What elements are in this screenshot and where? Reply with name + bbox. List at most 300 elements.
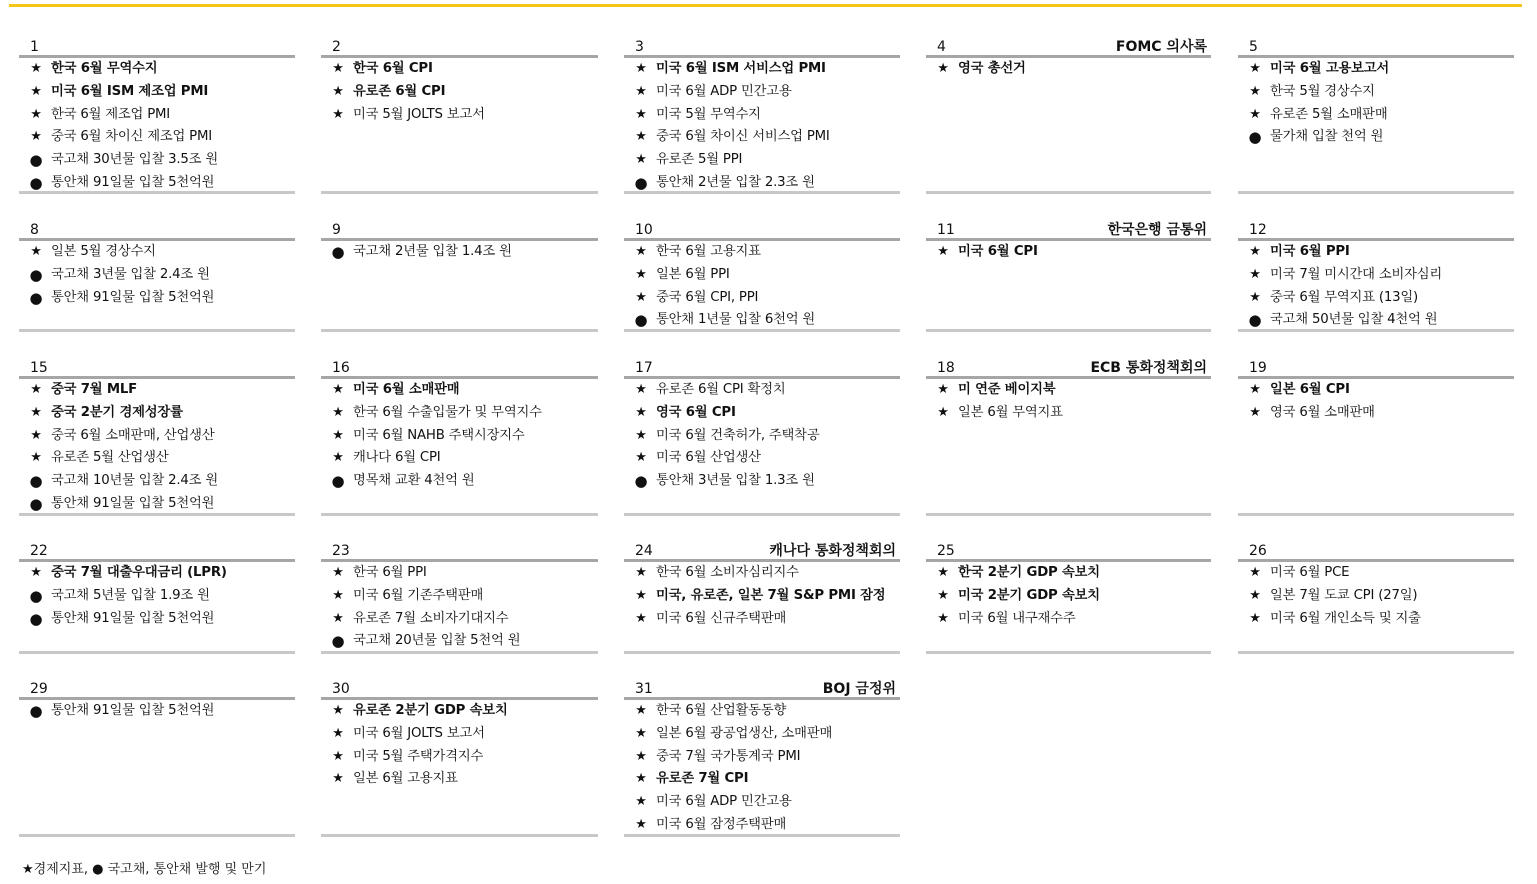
- list-item: [19, 241, 295, 264]
- list-item: [1238, 81, 1514, 104]
- item-text: 영국 총선거: [958, 61, 1026, 76]
- star-icon: ★: [1249, 83, 1261, 99]
- list-item: [624, 746, 900, 769]
- day-header: [19, 37, 295, 58]
- list-item: [19, 470, 295, 493]
- list-item: [321, 746, 598, 769]
- list-item: [624, 264, 900, 287]
- bullet-dot-icon: ●: [331, 243, 345, 261]
- day-cell-16: [321, 358, 598, 516]
- day-cell-9: [321, 220, 598, 332]
- day-number: 30: [332, 681, 350, 697]
- item-text: 미국 5월 JOLTS 보고서: [353, 106, 485, 122]
- star-icon: ★: [30, 61, 42, 76]
- item-text: 중국 6월 차이신 서비스업 PMI: [656, 129, 830, 145]
- list-item: [624, 723, 900, 746]
- day-cell-24: [624, 541, 900, 654]
- list-item: [321, 723, 598, 746]
- list-item: [926, 58, 1211, 81]
- item-text: 중국 7월 MLF: [51, 382, 138, 397]
- bullet-dot-icon: ●: [29, 472, 43, 491]
- item-text: 미국 6월 ISM 제조업 PMI: [51, 83, 209, 99]
- star-icon: ★: [30, 404, 42, 420]
- list-item: [19, 172, 295, 195]
- star-icon: ★: [332, 450, 344, 466]
- star-icon: ★: [635, 610, 647, 626]
- day-number: 8: [30, 222, 39, 238]
- list-item: [19, 379, 295, 402]
- event-list: [19, 58, 295, 195]
- day-number: 23: [332, 543, 350, 559]
- list-item: [19, 562, 295, 585]
- star-icon: ★: [1249, 244, 1261, 259]
- event-list: [19, 379, 295, 516]
- day-number: 24: [635, 543, 653, 559]
- star-icon: ★: [635, 382, 647, 397]
- star-icon: ★: [937, 382, 949, 397]
- star-icon: ★: [30, 83, 42, 99]
- day-cell-4: [926, 37, 1211, 194]
- item-text: 미국 6월 PPI: [1270, 244, 1350, 259]
- day-cell-11: [926, 220, 1211, 332]
- star-icon: ★: [635, 794, 647, 810]
- item-text: 유로존 7월 소비자기대지수: [353, 610, 509, 626]
- list-item: [1238, 608, 1514, 631]
- item-text: 한국 6월 무역수지: [51, 61, 158, 76]
- item-text: 미국 5월 무역수지: [656, 106, 761, 122]
- legend-footnote: ★경제지표, ● 국고채, 통안채 발행 및 만기: [22, 862, 267, 877]
- star-icon: ★: [635, 771, 647, 787]
- list-item: [624, 447, 900, 470]
- star-icon: ★: [1249, 404, 1261, 420]
- day-number: 18: [937, 360, 955, 376]
- list-item: [19, 81, 295, 104]
- day-header: [19, 358, 295, 379]
- event-list: [321, 700, 598, 791]
- item-text: 영국 6월 CPI: [656, 404, 736, 420]
- item-text: 유로존 7월 CPI: [656, 771, 749, 787]
- item-text: 국고채 30년물 입찰 3.5조 원: [51, 152, 218, 168]
- item-text: 미국 6월 고용보고서: [1270, 61, 1390, 76]
- list-item: [624, 126, 900, 149]
- star-icon: ★: [937, 61, 949, 76]
- list-item: [624, 425, 900, 448]
- list-item: [624, 172, 900, 195]
- list-item: [1238, 379, 1514, 402]
- star-icon: ★: [635, 289, 647, 305]
- star-icon: ★: [30, 129, 42, 145]
- list-item: [321, 768, 598, 791]
- star-icon: ★: [30, 427, 42, 443]
- item-text: 미국 6월 JOLTS 보고서: [353, 725, 485, 741]
- list-item: [19, 58, 295, 81]
- day-header: [624, 541, 900, 562]
- star-icon: ★: [1249, 587, 1261, 603]
- star-icon: ★: [937, 610, 949, 626]
- list-item: [19, 493, 295, 516]
- day-event: ECB 통화정책회의: [1090, 360, 1207, 376]
- list-item: [19, 425, 295, 448]
- item-text: 미국 6월 잠정주택판매: [656, 816, 787, 832]
- list-item: [19, 126, 295, 149]
- event-list: [1238, 562, 1514, 630]
- event-list: [19, 241, 295, 309]
- bullet-dot-icon: ●: [29, 173, 43, 192]
- star-icon: ★: [635, 129, 647, 145]
- item-text: 일본 6월 PPI: [656, 266, 730, 282]
- star-icon: ★: [1249, 565, 1261, 580]
- star-icon: ★: [635, 427, 647, 443]
- day-cell-31: [624, 679, 900, 837]
- event-list: [624, 379, 900, 493]
- event-list: [926, 241, 1211, 264]
- star-icon: ★: [635, 565, 647, 580]
- star-icon: ★: [635, 587, 647, 603]
- day-cell-26: [1238, 541, 1514, 654]
- item-text: 한국 6월 수출입물가 및 무역지수: [353, 404, 542, 420]
- star-icon: ★: [332, 703, 344, 718]
- day-cell-8: [19, 220, 295, 332]
- list-item: [19, 104, 295, 127]
- day-cell-10: [624, 220, 900, 332]
- star-icon: ★: [635, 816, 647, 832]
- item-text: 국고채 3년물 입찰 2.4조 원: [51, 266, 210, 282]
- item-text: 통안채 91일물 입찰 5천억원: [51, 289, 215, 305]
- item-text: 일본 6월 광공업생산, 소매판매: [656, 725, 833, 741]
- list-item: [624, 791, 900, 814]
- bullet-dot-icon: ●: [29, 494, 43, 513]
- item-text: 국고채 10년물 입찰 2.4조 원: [51, 473, 218, 489]
- item-text: 미국 6월 기존주택판매: [353, 587, 484, 603]
- list-item: [321, 81, 598, 104]
- list-item: [19, 402, 295, 425]
- item-text: 한국 2분기 GDP 속보치: [958, 565, 1100, 580]
- list-item: [624, 608, 900, 631]
- list-item: [1238, 104, 1514, 127]
- bullet-dot-icon: ●: [634, 311, 648, 330]
- list-item: [624, 814, 900, 837]
- list-item: [321, 585, 598, 608]
- item-text: 중국 7월 국가통계국 PMI: [656, 748, 801, 764]
- day-event: 캐나다 통화정책회의: [769, 543, 896, 559]
- list-item: [19, 585, 295, 608]
- list-item: [19, 447, 295, 470]
- item-text: 일본 6월 고용지표: [353, 771, 458, 787]
- list-item: [926, 379, 1211, 402]
- item-text: 한국 6월 산업활동동향: [656, 703, 787, 718]
- day-header: [624, 37, 900, 58]
- day-header: [926, 541, 1211, 562]
- list-item: [321, 104, 598, 127]
- star-icon: ★: [635, 244, 647, 259]
- bullet-dot-icon: ●: [29, 151, 43, 170]
- star-icon: ★: [332, 382, 344, 397]
- event-list: [1238, 241, 1514, 332]
- day-cell-2: [321, 37, 598, 194]
- day-cell-17: [624, 358, 900, 516]
- list-item: [1238, 241, 1514, 264]
- item-text: 미 연준 베이지북: [958, 382, 1056, 397]
- item-text: 미국 6월 ADP 민간고용: [656, 794, 792, 810]
- star-icon: ★: [1249, 382, 1261, 397]
- star-icon: ★: [937, 587, 949, 603]
- day-event: BOJ 금정위: [822, 681, 896, 697]
- item-text: 통안채 3년물 입찰 1.3조 원: [656, 473, 815, 489]
- item-text: 유로존 6월 CPI: [353, 83, 446, 99]
- day-header: [1238, 541, 1514, 562]
- day-number: 2: [332, 39, 341, 55]
- star-icon: ★: [635, 703, 647, 718]
- star-icon: ★: [332, 587, 344, 603]
- list-item: [624, 309, 900, 332]
- item-text: 국고채 50년물 입찰 4천억 원: [1270, 312, 1438, 328]
- day-cell-3: [624, 37, 900, 194]
- day-cell-15: [19, 358, 295, 516]
- list-item: [1238, 126, 1514, 149]
- day-header: [624, 220, 900, 241]
- event-list: [1238, 379, 1514, 425]
- item-text: 통안채 91일물 입찰 5천억원: [51, 703, 215, 718]
- day-header: [19, 220, 295, 241]
- item-text: 한국 6월 고용지표: [656, 244, 761, 259]
- list-item: [624, 287, 900, 310]
- item-text: 영국 6월 소매판매: [1270, 404, 1375, 420]
- day-number: 1: [30, 39, 39, 55]
- day-header: [624, 358, 900, 379]
- list-item: [321, 379, 598, 402]
- list-item: [624, 700, 900, 723]
- event-list: [926, 58, 1211, 81]
- day-number: 26: [1249, 543, 1267, 559]
- item-text: 유로존 5월 PPI: [656, 152, 743, 168]
- item-text: 중국 6월 차이신 제조업 PMI: [51, 129, 212, 145]
- day-header: [926, 37, 1211, 58]
- day-header: [1238, 358, 1514, 379]
- star-icon: ★: [332, 404, 344, 420]
- item-text: 캐나다 6월 CPI: [353, 450, 441, 466]
- item-text: 통안채 1년물 입찰 6천억 원: [656, 312, 816, 328]
- star-icon: ★: [937, 404, 949, 420]
- event-list: [19, 562, 295, 630]
- list-item: [321, 630, 598, 653]
- item-text: 통안채 91일물 입찰 5천억원: [51, 174, 215, 190]
- day-cell-25: [926, 541, 1211, 654]
- event-list: [1238, 58, 1514, 149]
- item-text: 물가채 입찰 천억 원: [1270, 129, 1384, 145]
- day-header: [321, 358, 598, 379]
- list-item: [624, 58, 900, 81]
- star-icon: ★: [635, 748, 647, 764]
- item-text: 미국 6월 소매판매: [353, 382, 460, 397]
- item-text: 미국 6월 건축허가, 주택착공: [656, 427, 820, 443]
- star-icon: ★: [332, 610, 344, 626]
- star-icon: ★: [635, 83, 647, 99]
- star-icon: ★: [635, 725, 647, 741]
- day-cell-30: [321, 679, 598, 837]
- list-item: [321, 700, 598, 723]
- star-icon: ★: [30, 565, 42, 580]
- event-list: [624, 241, 900, 332]
- day-header: [1238, 220, 1514, 241]
- item-text: 미국 6월 산업생산: [656, 450, 761, 466]
- item-text: 미국 5월 주택가격지수: [353, 748, 484, 764]
- item-text: 유로존 5월 소매판매: [1270, 106, 1388, 122]
- list-item: [19, 608, 295, 631]
- star-icon: ★: [332, 83, 344, 99]
- day-number: 22: [30, 543, 48, 559]
- day-number: 9: [332, 222, 341, 238]
- star-icon: ★: [937, 565, 949, 580]
- star-icon: ★: [30, 450, 42, 466]
- star-icon: ★: [30, 382, 42, 397]
- list-item: [321, 470, 598, 493]
- list-item: [1238, 562, 1514, 585]
- list-item: [926, 562, 1211, 585]
- day-number: 10: [635, 222, 653, 238]
- day-header: [19, 679, 295, 700]
- day-header: [926, 358, 1211, 379]
- day-cell-23: [321, 541, 598, 654]
- list-item: [1238, 287, 1514, 310]
- item-text: 유로존 6월 CPI 확정치: [656, 382, 786, 397]
- item-text: 중국 6월 무역지표 (13일): [1270, 289, 1418, 305]
- bullet-dot-icon: ●: [1248, 128, 1262, 147]
- item-text: 일본 5월 경상수지: [51, 244, 156, 259]
- item-text: 중국 2분기 경제성장률: [51, 404, 183, 420]
- item-text: 미국 6월 NAHB 주택시장지수: [353, 427, 525, 443]
- star-icon: ★: [332, 748, 344, 764]
- star-icon: ★: [1249, 610, 1261, 626]
- bullet-dot-icon: ●: [29, 609, 43, 628]
- list-item: [321, 241, 598, 264]
- bullet-dot-icon: ●: [634, 472, 648, 491]
- day-cell-29: [19, 679, 295, 837]
- item-text: 유로존 2분기 GDP 속보치: [353, 703, 508, 718]
- star-icon: ★: [332, 725, 344, 741]
- day-header: [624, 679, 900, 700]
- day-event: FOMC 의사록: [1115, 39, 1207, 55]
- list-item: [1238, 58, 1514, 81]
- list-item: [926, 241, 1211, 264]
- star-icon: ★: [332, 771, 344, 787]
- list-item: [321, 562, 598, 585]
- list-item: [624, 585, 900, 608]
- item-text: 한국 6월 PPI: [353, 565, 427, 580]
- star-icon: ★: [30, 106, 42, 122]
- list-item: [1238, 264, 1514, 287]
- item-text: 일본 7월 도쿄 CPI (27일): [1270, 587, 1418, 603]
- bullet-dot-icon: ●: [331, 472, 345, 491]
- day-header: [321, 220, 598, 241]
- list-item: [624, 470, 900, 493]
- day-number: 25: [937, 543, 955, 559]
- list-item: [321, 425, 598, 448]
- day-event: 한국은행 금통위: [1107, 222, 1207, 238]
- star-icon: ★: [635, 152, 647, 168]
- item-text: 명목채 교환 4천억 원: [353, 473, 475, 489]
- bullet-dot-icon: ●: [29, 265, 43, 284]
- star-icon: ★: [1249, 61, 1261, 76]
- star-icon: ★: [635, 404, 647, 420]
- day-number: 17: [635, 360, 653, 376]
- star-icon: ★: [635, 266, 647, 282]
- item-text: 일본 6월 CPI: [1270, 382, 1350, 397]
- list-item: [624, 241, 900, 264]
- star-icon: ★: [1249, 106, 1261, 122]
- day-cell-12: [1238, 220, 1514, 332]
- star-icon: ★: [30, 244, 42, 259]
- item-text: 미국 2분기 GDP 속보치: [958, 587, 1100, 603]
- list-item: [1238, 402, 1514, 425]
- list-item: [624, 379, 900, 402]
- item-text: 미국 6월 PCE: [1270, 565, 1350, 580]
- day-number: 5: [1249, 39, 1258, 55]
- list-item: [926, 585, 1211, 608]
- item-text: 한국 5월 경상수지: [1270, 83, 1375, 99]
- day-cell-5: [1238, 37, 1514, 194]
- item-text: 중국 6월 소매판매, 산업생산: [51, 427, 215, 443]
- list-item: [19, 700, 295, 723]
- event-list: [624, 700, 900, 837]
- item-text: 미국 6월 ADP 민간고용: [656, 83, 792, 99]
- bullet-dot-icon: ●: [29, 586, 43, 605]
- star-icon: ★: [332, 61, 344, 76]
- list-item: [624, 104, 900, 127]
- item-text: 중국 6월 CPI, PPI: [656, 289, 759, 305]
- list-item: [1238, 309, 1514, 332]
- item-text: 유로존 5월 산업생산: [51, 450, 169, 466]
- day-number: 12: [1249, 222, 1267, 238]
- star-icon: ★: [1249, 266, 1261, 282]
- list-item: [624, 81, 900, 104]
- item-text: 중국 7월 대출우대금리 (LPR): [51, 565, 227, 580]
- item-text: 통안채 2년물 입찰 2.3조 원: [656, 174, 815, 190]
- list-item: [1238, 585, 1514, 608]
- day-cell-19: [1238, 358, 1514, 516]
- star-icon: ★: [635, 106, 647, 122]
- item-text: 미국 7월 미시간대 소비자심리: [1270, 266, 1443, 282]
- event-list: [926, 379, 1211, 425]
- event-list: [19, 700, 295, 723]
- list-item: [624, 768, 900, 791]
- list-item: [19, 264, 295, 287]
- list-item: [624, 402, 900, 425]
- item-text: 한국 6월 CPI: [353, 61, 433, 76]
- item-text: 국고채 2년물 입찰 1.4조 원: [353, 244, 512, 259]
- day-header: [19, 541, 295, 562]
- list-item: [624, 149, 900, 172]
- item-text: 미국 6월 ISM 서비스업 PMI: [656, 61, 826, 76]
- day-number: 15: [30, 360, 48, 376]
- day-header: [321, 37, 598, 58]
- star-icon: ★: [937, 244, 949, 259]
- day-number: 29: [30, 681, 48, 697]
- day-number: 16: [332, 360, 350, 376]
- day-number: 4: [937, 39, 946, 55]
- list-item: [624, 562, 900, 585]
- list-item: [19, 149, 295, 172]
- event-list: [624, 58, 900, 195]
- item-text: 미국 6월 CPI: [958, 244, 1038, 259]
- day-cell-1: [19, 37, 295, 194]
- item-text: 통안채 91일물 입찰 5천억원: [51, 495, 215, 511]
- day-header: [321, 541, 598, 562]
- star-icon: ★: [332, 106, 344, 122]
- event-list: [321, 241, 598, 264]
- item-text: 일본 6월 무역지표: [958, 404, 1063, 420]
- list-item: [321, 608, 598, 631]
- event-list: [624, 562, 900, 630]
